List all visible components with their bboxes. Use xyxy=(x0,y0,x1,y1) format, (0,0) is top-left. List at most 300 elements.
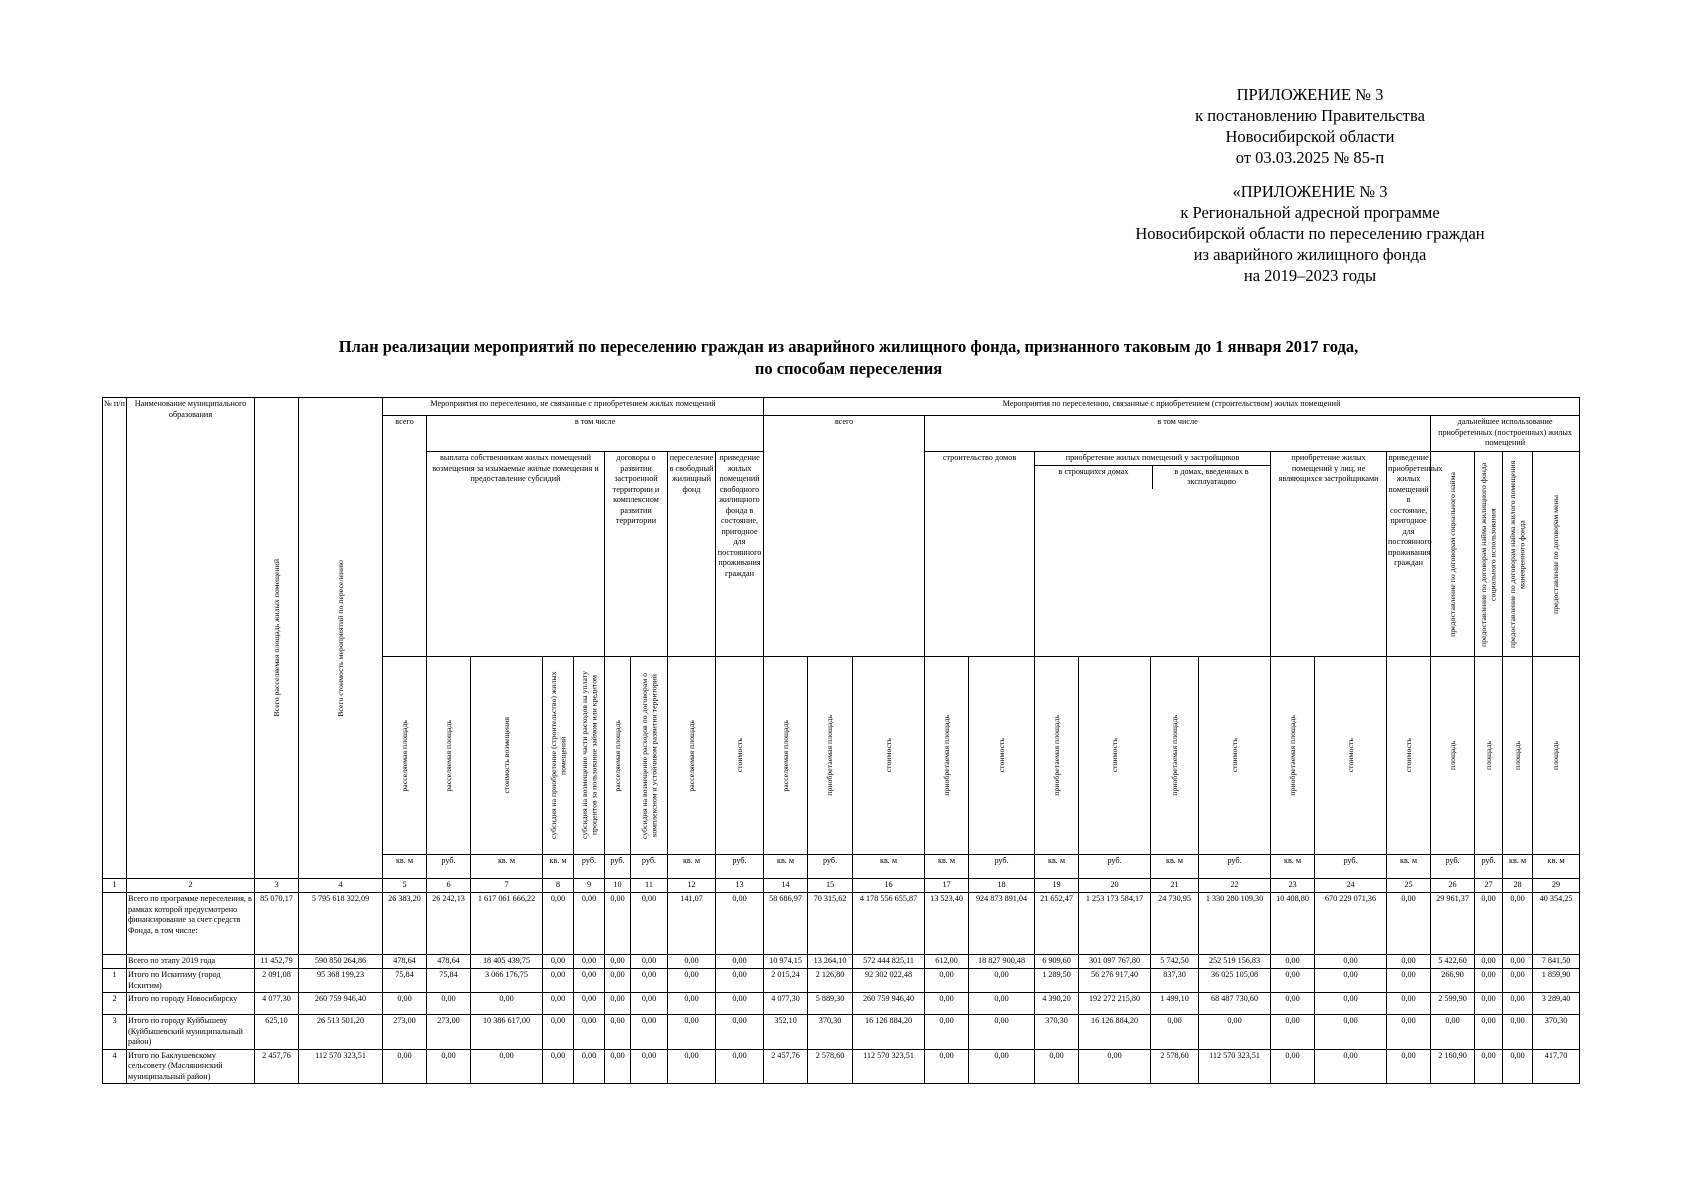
value-cell: 192 272 215,80 xyxy=(1079,993,1151,1015)
value-cell: 16 126 884,20 xyxy=(853,1015,925,1050)
header-social-hire-text: предоставление по договорам социального найма xyxy=(1447,471,1457,637)
value-cell: 0,00 xyxy=(574,1049,605,1084)
appendix-line: от 03.03.2025 № 85-п xyxy=(1235,148,1385,167)
value-cell: 5 889,30 xyxy=(808,993,853,1015)
value-cell: 0,00 xyxy=(668,955,716,969)
header-total-area-text: Всего расселяемая площадь жилых помещений xyxy=(271,559,281,717)
value-cell: 0,00 xyxy=(1503,955,1533,969)
value-cell: 0,00 xyxy=(631,1049,668,1084)
subheader-col10 xyxy=(605,657,631,855)
table-row xyxy=(103,955,1580,969)
appendix-line: Новосибирской области xyxy=(1225,127,1395,146)
value-cell: 478,64 xyxy=(383,955,427,969)
value-cell: 0,00 xyxy=(1315,993,1387,1015)
value-cell: 26 513 501,20 xyxy=(299,1015,383,1050)
title-line-2: по способам переселения xyxy=(754,359,943,378)
header-bring-acquired: приведение приобретенных жилых помещений в состояние, пригодное для постоянного проживания граждан xyxy=(1387,452,1431,657)
value-cell: 0,00 xyxy=(605,1049,631,1084)
header-total-cost-text: Всего стоимость мероприятий по переселению xyxy=(335,559,345,717)
value-cell: 0,00 xyxy=(471,993,543,1015)
column-number-cell: 11 xyxy=(631,879,668,893)
value-cell: 112 570 323,51 xyxy=(299,1049,383,1084)
value-cell: 6 909,60 xyxy=(1035,955,1079,969)
unit-cell: кв. м xyxy=(1503,855,1533,879)
column-number-cell: 27 xyxy=(1475,879,1503,893)
row-name: Итого по Искитиму (город Искитим) xyxy=(127,969,255,993)
value-cell: 260 759 946,40 xyxy=(299,993,383,1015)
value-cell: 36 025 105,08 xyxy=(1199,969,1271,993)
value-cell: 837,30 xyxy=(1151,969,1199,993)
header-exchange xyxy=(1533,452,1580,657)
value-cell: 0,00 xyxy=(716,969,764,993)
value-cell: 478,64 xyxy=(427,955,471,969)
header-group-not-acquisition: Мероприятия по переселению, не связанные с приобретением жилых помещений xyxy=(383,398,764,416)
value-cell: 0,00 xyxy=(471,1049,543,1084)
header-total-area xyxy=(255,398,299,879)
header-under-construction: в строящихся домах xyxy=(1035,466,1153,489)
unit-cell: кв. м xyxy=(543,855,574,879)
value-cell: 0,00 xyxy=(543,955,574,969)
unit-cell: руб. xyxy=(808,855,853,879)
table-row xyxy=(103,993,1580,1015)
value-cell: 75,84 xyxy=(427,969,471,993)
value-cell: 0,00 xyxy=(1151,1015,1199,1050)
value-cell: 5 742,50 xyxy=(1151,955,1199,969)
value-cell: 0,00 xyxy=(716,1015,764,1050)
program-appendix-line: Новосибирской области по переселению граждан xyxy=(1135,224,1485,243)
value-cell: 417,70 xyxy=(1533,1049,1580,1084)
value-cell: 0,00 xyxy=(1387,969,1431,993)
value-cell: 0,00 xyxy=(543,969,574,993)
subheader-col11 xyxy=(631,657,668,855)
value-cell: 112 570 323,51 xyxy=(853,1049,925,1084)
unit-cell: кв. м xyxy=(1533,855,1580,879)
value-cell: 0,00 xyxy=(631,969,668,993)
value-cell: 273,00 xyxy=(383,1015,427,1050)
unit-cell: кв. м xyxy=(764,855,808,879)
unit-cell: руб. xyxy=(1079,855,1151,879)
header-development: договоры о развитии застроенной территории и комплексном развитии территории xyxy=(605,452,668,657)
subheader-col6 xyxy=(427,657,471,855)
column-number-cell: 7 xyxy=(471,879,543,893)
program-appendix-line: к Региональной адресной программе xyxy=(1180,203,1440,222)
value-cell: 0,00 xyxy=(1387,893,1431,955)
value-cell: 0,00 xyxy=(1503,969,1533,993)
value-cell: 352,10 xyxy=(764,1015,808,1050)
value-cell: 0,00 xyxy=(668,969,716,993)
column-number-cell: 10 xyxy=(605,879,631,893)
value-cell: 40 354,25 xyxy=(1533,893,1580,955)
document-title xyxy=(0,336,1697,380)
subheader-col22-text: стоимость xyxy=(1229,738,1239,773)
value-cell: 0,00 xyxy=(716,1049,764,1084)
value-cell: 0,00 xyxy=(605,893,631,955)
unit-cell: кв. м xyxy=(925,855,969,879)
column-number-cell: 29 xyxy=(1533,879,1580,893)
value-cell: 58 686,97 xyxy=(764,893,808,955)
subheader-col24-text: стоимость xyxy=(1345,738,1355,773)
value-cell: 0,00 xyxy=(631,993,668,1015)
value-cell: 0,00 xyxy=(1475,969,1503,993)
row-name: Итого по городу Новосибирску xyxy=(127,993,255,1015)
value-cell: 0,00 xyxy=(574,1015,605,1050)
header-group-acquisition: Мероприятия по переселению, связанные с приобретением (строительством) жилых помещений xyxy=(764,398,1580,416)
value-cell: 0,00 xyxy=(383,993,427,1015)
column-number-cell: 16 xyxy=(853,879,925,893)
value-cell: 0,00 xyxy=(1475,1049,1503,1084)
value-cell: 0,00 xyxy=(1315,969,1387,993)
value-cell: 0,00 xyxy=(1387,1049,1431,1084)
value-cell: 29 961,37 xyxy=(1431,893,1475,955)
subheader-col27-text: площадь xyxy=(1483,741,1493,770)
value-cell: 1 499,10 xyxy=(1151,993,1199,1015)
column-number-cell: 2 xyxy=(127,879,255,893)
value-cell: 0,00 xyxy=(925,969,969,993)
value-cell: 0,00 xyxy=(574,969,605,993)
unit-cell: кв. м xyxy=(1387,855,1431,879)
header-acq-developers-text: приобретение жилых помещений у застройщиков xyxy=(1035,452,1270,466)
value-cell: 0,00 xyxy=(1315,1049,1387,1084)
subheader-col13-text: стоимость xyxy=(734,738,744,773)
value-cell: 0,00 xyxy=(1475,1015,1503,1050)
value-cell: 18 827 900,48 xyxy=(969,955,1035,969)
header-maneuver-fund-text: предоставление по договорам найма жилого помещения маневренного фонда xyxy=(1508,460,1527,648)
value-cell: 92 302 022,48 xyxy=(853,969,925,993)
subheader-col8 xyxy=(543,657,574,855)
value-cell: 0,00 xyxy=(1431,1015,1475,1050)
column-number-cell: 12 xyxy=(668,879,716,893)
subheader-col13 xyxy=(716,657,764,855)
column-number-cell: 17 xyxy=(925,879,969,893)
value-cell: 370,30 xyxy=(808,1015,853,1050)
value-cell: 4 390,20 xyxy=(1035,993,1079,1015)
value-cell: 0,00 xyxy=(574,993,605,1015)
value-cell: 24 730,95 xyxy=(1151,893,1199,955)
subheader-col19-text: приобретаемая площадь xyxy=(1051,715,1061,796)
program-appendix-line: «ПРИЛОЖЕНИЕ № 3 xyxy=(1232,182,1388,201)
header-social-hire xyxy=(1431,452,1475,657)
value-cell: 3 066 176,75 xyxy=(471,969,543,993)
column-number-cell: 1 xyxy=(103,879,127,893)
subheader-col21 xyxy=(1151,657,1199,855)
header-total-b: всего xyxy=(764,416,925,657)
subheader-col9 xyxy=(574,657,605,855)
column-number-cell: 15 xyxy=(808,879,853,893)
column-number-cell: 21 xyxy=(1151,879,1199,893)
row-name: Итого по городу Куйбышеву (Куйбышевский муниципальный район) xyxy=(127,1015,255,1050)
value-cell: 0,00 xyxy=(1271,1015,1315,1050)
subheader-col18 xyxy=(969,657,1035,855)
value-cell: 670 229 071,36 xyxy=(1315,893,1387,955)
subheader-col21-text: приобретаемая площадь xyxy=(1169,715,1179,796)
value-cell: 266,90 xyxy=(1431,969,1475,993)
value-cell: 0,00 xyxy=(668,1015,716,1050)
value-cell: 3 289,40 xyxy=(1533,993,1580,1015)
header-total-a: всего xyxy=(383,416,427,657)
value-cell: 26 242,13 xyxy=(427,893,471,955)
row-name: Всего по программе переселения, в рамках которой предусмотрено финансирование за счет средств Фонда, в том числе: xyxy=(127,893,255,955)
subheader-col28-text: площадь xyxy=(1512,741,1522,770)
table-row xyxy=(103,969,1580,993)
column-number-cell: 24 xyxy=(1315,879,1387,893)
value-cell: 1 617 061 666,22 xyxy=(471,893,543,955)
value-cell: 0,00 xyxy=(605,969,631,993)
value-cell: 0,00 xyxy=(605,993,631,1015)
appendix-line: ПРИЛОЖЕНИЕ № 3 xyxy=(1236,85,1384,104)
column-number-cell: 19 xyxy=(1035,879,1079,893)
value-cell: 0,00 xyxy=(969,993,1035,1015)
value-cell: 0,00 xyxy=(925,1015,969,1050)
program-appendix-line: из аварийного жилищного фонда xyxy=(1193,245,1427,264)
header-social-use-hire xyxy=(1475,452,1503,657)
value-cell: 56 276 917,40 xyxy=(1079,969,1151,993)
title-line-1: План реализации мероприятий по переселению граждан из аварийного жилищного фонда, признанного таковым до 1 января 2017 года, xyxy=(338,337,1359,356)
resettlement-plan-table xyxy=(102,397,1580,1084)
value-cell: 16 126 884,20 xyxy=(1079,1015,1151,1050)
value-cell: 370,30 xyxy=(1035,1015,1079,1050)
subheader-col24 xyxy=(1315,657,1387,855)
value-cell: 370,30 xyxy=(1533,1015,1580,1050)
value-cell: 4 077,30 xyxy=(764,993,808,1015)
unit-cell: руб. xyxy=(1475,855,1503,879)
value-cell: 0,00 xyxy=(1475,993,1503,1015)
header-bring-free: приведение жилых помещений свободного жилищного фонда в состояние, пригодное для постоянного проживания граждан xyxy=(716,452,764,657)
value-cell: 7 841,50 xyxy=(1533,955,1580,969)
value-cell: 0,00 xyxy=(969,1015,1035,1050)
value-cell: 2 578,60 xyxy=(808,1049,853,1084)
value-cell: 13 264,10 xyxy=(808,955,853,969)
subheader-col12-text: расселяемая площадь xyxy=(686,719,696,792)
subheader-col22 xyxy=(1199,657,1271,855)
table-row xyxy=(103,1049,1580,1084)
value-cell: 0,00 xyxy=(631,955,668,969)
value-cell: 0,00 xyxy=(543,1015,574,1050)
value-cell: 2 015,24 xyxy=(764,969,808,993)
column-number-cell: 28 xyxy=(1503,879,1533,893)
value-cell: 0,00 xyxy=(1503,1015,1533,1050)
subheader-col26-text: площадь xyxy=(1447,741,1457,770)
value-cell: 0,00 xyxy=(543,893,574,955)
value-cell: 625,10 xyxy=(255,1015,299,1050)
column-number-cell: 23 xyxy=(1271,879,1315,893)
subheader-col27 xyxy=(1475,657,1503,855)
column-number-cell: 4 xyxy=(299,879,383,893)
subheader-col23 xyxy=(1271,657,1315,855)
value-cell: 0,00 xyxy=(925,1049,969,1084)
value-cell: 2 578,60 xyxy=(1151,1049,1199,1084)
unit-cell: кв. м xyxy=(1271,855,1315,879)
unit-cell: руб. xyxy=(631,855,668,879)
subheader-col7 xyxy=(471,657,543,855)
row-number: 2 xyxy=(103,993,127,1015)
unit-cell: кв. м xyxy=(1151,855,1199,879)
value-cell: 0,00 xyxy=(1199,1015,1271,1050)
value-cell: 0,00 xyxy=(543,1049,574,1084)
column-number-cell: 8 xyxy=(543,879,574,893)
unit-cell: кв. м xyxy=(853,855,925,879)
value-cell: 10 974,15 xyxy=(764,955,808,969)
value-cell: 0,00 xyxy=(574,893,605,955)
value-cell: 260 759 946,40 xyxy=(853,993,925,1015)
value-cell: 0,00 xyxy=(1271,969,1315,993)
value-cell: 273,00 xyxy=(427,1015,471,1050)
subheader-col23-text: приобретаемая площадь xyxy=(1287,715,1297,796)
value-cell: 0,00 xyxy=(1503,993,1533,1015)
value-cell: 2 126,80 xyxy=(808,969,853,993)
header-further-use: дальнейшее использование приобретенных (построенных) жилых помещений xyxy=(1431,416,1580,452)
row-number: 1 xyxy=(103,969,127,993)
column-number-cell: 14 xyxy=(764,879,808,893)
column-number-cell: 22 xyxy=(1199,879,1271,893)
value-cell: 0,00 xyxy=(427,993,471,1015)
value-cell: 0,00 xyxy=(716,993,764,1015)
value-cell: 0,00 xyxy=(1315,955,1387,969)
column-number-cell: 20 xyxy=(1079,879,1151,893)
value-cell: 0,00 xyxy=(1387,1015,1431,1050)
header-name: Наименование муниципального образования xyxy=(127,398,255,879)
header-construction: строительство домов xyxy=(925,452,1035,657)
value-cell: 2 457,76 xyxy=(255,1049,299,1084)
value-cell: 2 457,76 xyxy=(764,1049,808,1084)
value-cell: 0,00 xyxy=(383,1049,427,1084)
header-resettle-free: переселение в свободный жилищный фонд xyxy=(668,452,716,657)
value-cell: 0,00 xyxy=(716,893,764,955)
value-cell: 11 452,79 xyxy=(255,955,299,969)
subheader-col6-text: расселяемая площадь xyxy=(443,719,453,792)
column-number-cell: 25 xyxy=(1387,879,1431,893)
value-cell: 0,00 xyxy=(1387,955,1431,969)
header-payout: выплата собственникам жилых помещений возмещения за изымаемые жилые помещения и предоставление субсидий xyxy=(427,452,605,657)
value-cell: 5 795 618 322,09 xyxy=(299,893,383,955)
value-cell: 2 091,08 xyxy=(255,969,299,993)
table-row xyxy=(103,1015,1580,1050)
value-cell: 0,00 xyxy=(1271,1049,1315,1084)
subheader-col15 xyxy=(808,657,853,855)
table-body xyxy=(103,893,1580,1084)
header-including-b: в том числе xyxy=(925,416,1431,452)
unit-cell: руб. xyxy=(969,855,1035,879)
value-cell: 4 178 556 655,87 xyxy=(853,893,925,955)
header-commissioned: в домах, введенных в эксплуатацию xyxy=(1174,466,1249,486)
value-cell: 85 070,17 xyxy=(255,893,299,955)
subheader-col20-text: стоимость xyxy=(1109,738,1119,773)
value-cell: 301 097 767,80 xyxy=(1079,955,1151,969)
row-name: Всего по этапу 2019 года xyxy=(127,955,255,969)
value-cell: 0,00 xyxy=(925,993,969,1015)
unit-cell: руб. xyxy=(1199,855,1271,879)
value-cell: 21 652,47 xyxy=(1035,893,1079,955)
subheader-col10-text: расселяемая площадь xyxy=(612,719,622,792)
unit-cell: руб. xyxy=(427,855,471,879)
header-including-a: в том числе xyxy=(427,416,764,452)
row-number xyxy=(103,955,127,969)
value-cell: 75,84 xyxy=(383,969,427,993)
row-number: 4 xyxy=(103,1049,127,1084)
row-number: 3 xyxy=(103,1015,127,1050)
value-cell: 13 523,40 xyxy=(925,893,969,955)
subheader-col25-text: стоимость xyxy=(1403,738,1413,773)
subheader-col28 xyxy=(1503,657,1533,855)
subheader-col29-text: площадь xyxy=(1551,741,1561,770)
subheader-col5 xyxy=(383,657,427,855)
value-cell: 0,00 xyxy=(631,1015,668,1050)
header-num: № п/п xyxy=(103,398,127,879)
column-number-cell: 5 xyxy=(383,879,427,893)
subheader-col8-text: субсидия на приобретение (строительство) жилых помещений xyxy=(548,671,567,840)
value-cell: 1 859,90 xyxy=(1533,969,1580,993)
value-cell: 0,00 xyxy=(716,955,764,969)
value-cell: 0,00 xyxy=(1035,1049,1079,1084)
unit-cell: кв. м xyxy=(471,855,543,879)
value-cell: 141,07 xyxy=(668,893,716,955)
value-cell: 0,00 xyxy=(1503,893,1533,955)
value-cell: 68 487 730,60 xyxy=(1199,993,1271,1015)
value-cell: 0,00 xyxy=(574,955,605,969)
value-cell: 0,00 xyxy=(1475,893,1503,955)
value-cell: 18 405 439,75 xyxy=(471,955,543,969)
subheader-col16-text: стоимость xyxy=(883,738,893,773)
value-cell: 0,00 xyxy=(1079,1049,1151,1084)
unit-cell: руб. xyxy=(574,855,605,879)
header-maneuver-fund xyxy=(1503,452,1533,657)
header-exchange-text: предоставление по договорам мены xyxy=(1551,494,1561,614)
value-cell: 924 873 891,04 xyxy=(969,893,1035,955)
value-cell: 112 570 323,51 xyxy=(1199,1049,1271,1084)
unit-cell: руб. xyxy=(716,855,764,879)
subheader-col12 xyxy=(668,657,716,855)
value-cell: 2 599,90 xyxy=(1431,993,1475,1015)
value-cell: 612,00 xyxy=(925,955,969,969)
header-total-cost xyxy=(299,398,383,879)
program-appendix-line: на 2019–2023 годы xyxy=(1243,266,1377,285)
value-cell: 0,00 xyxy=(1387,993,1431,1015)
value-cell: 0,00 xyxy=(668,1049,716,1084)
subheader-col25 xyxy=(1387,657,1431,855)
subheader-col15-text: приобретаемая площадь xyxy=(825,715,835,796)
column-number-cell: 18 xyxy=(969,879,1035,893)
subheader-col5-text: расселяемая площадь xyxy=(399,719,409,792)
subheader-col20 xyxy=(1079,657,1151,855)
value-cell: 4 077,30 xyxy=(255,993,299,1015)
value-cell: 572 444 825,11 xyxy=(853,955,925,969)
unit-cell: руб. xyxy=(605,855,631,879)
subheader-col19 xyxy=(1035,657,1079,855)
subheader-col7-text: стоимость возмещения xyxy=(501,717,511,794)
column-number-cell: 13 xyxy=(716,879,764,893)
value-cell: 0,00 xyxy=(631,893,668,955)
value-cell: 5 422,60 xyxy=(1431,955,1475,969)
value-cell: 1 330 280 109,30 xyxy=(1199,893,1271,955)
row-number xyxy=(103,893,127,955)
value-cell: 1 289,50 xyxy=(1035,969,1079,993)
value-cell: 0,00 xyxy=(605,955,631,969)
unit-cell: кв. м xyxy=(1035,855,1079,879)
column-number-cell: 6 xyxy=(427,879,471,893)
value-cell: 1 253 173 584,17 xyxy=(1079,893,1151,955)
header-acq-non-dev: приобретение жилых помещений у лиц, не являющихся застройщиками xyxy=(1271,452,1387,657)
value-cell: 70 315,62 xyxy=(808,893,853,955)
value-cell: 0,00 xyxy=(427,1049,471,1084)
value-cell: 0,00 xyxy=(605,1015,631,1050)
value-cell: 95 368 199,23 xyxy=(299,969,383,993)
value-cell: 0,00 xyxy=(1503,1049,1533,1084)
value-cell: 0,00 xyxy=(969,1049,1035,1084)
value-cell: 10 408,80 xyxy=(1271,893,1315,955)
value-cell: 0,00 xyxy=(1271,993,1315,1015)
header-acq-developers xyxy=(1035,452,1271,657)
value-cell: 0,00 xyxy=(969,969,1035,993)
appendix-header xyxy=(1040,84,1580,168)
